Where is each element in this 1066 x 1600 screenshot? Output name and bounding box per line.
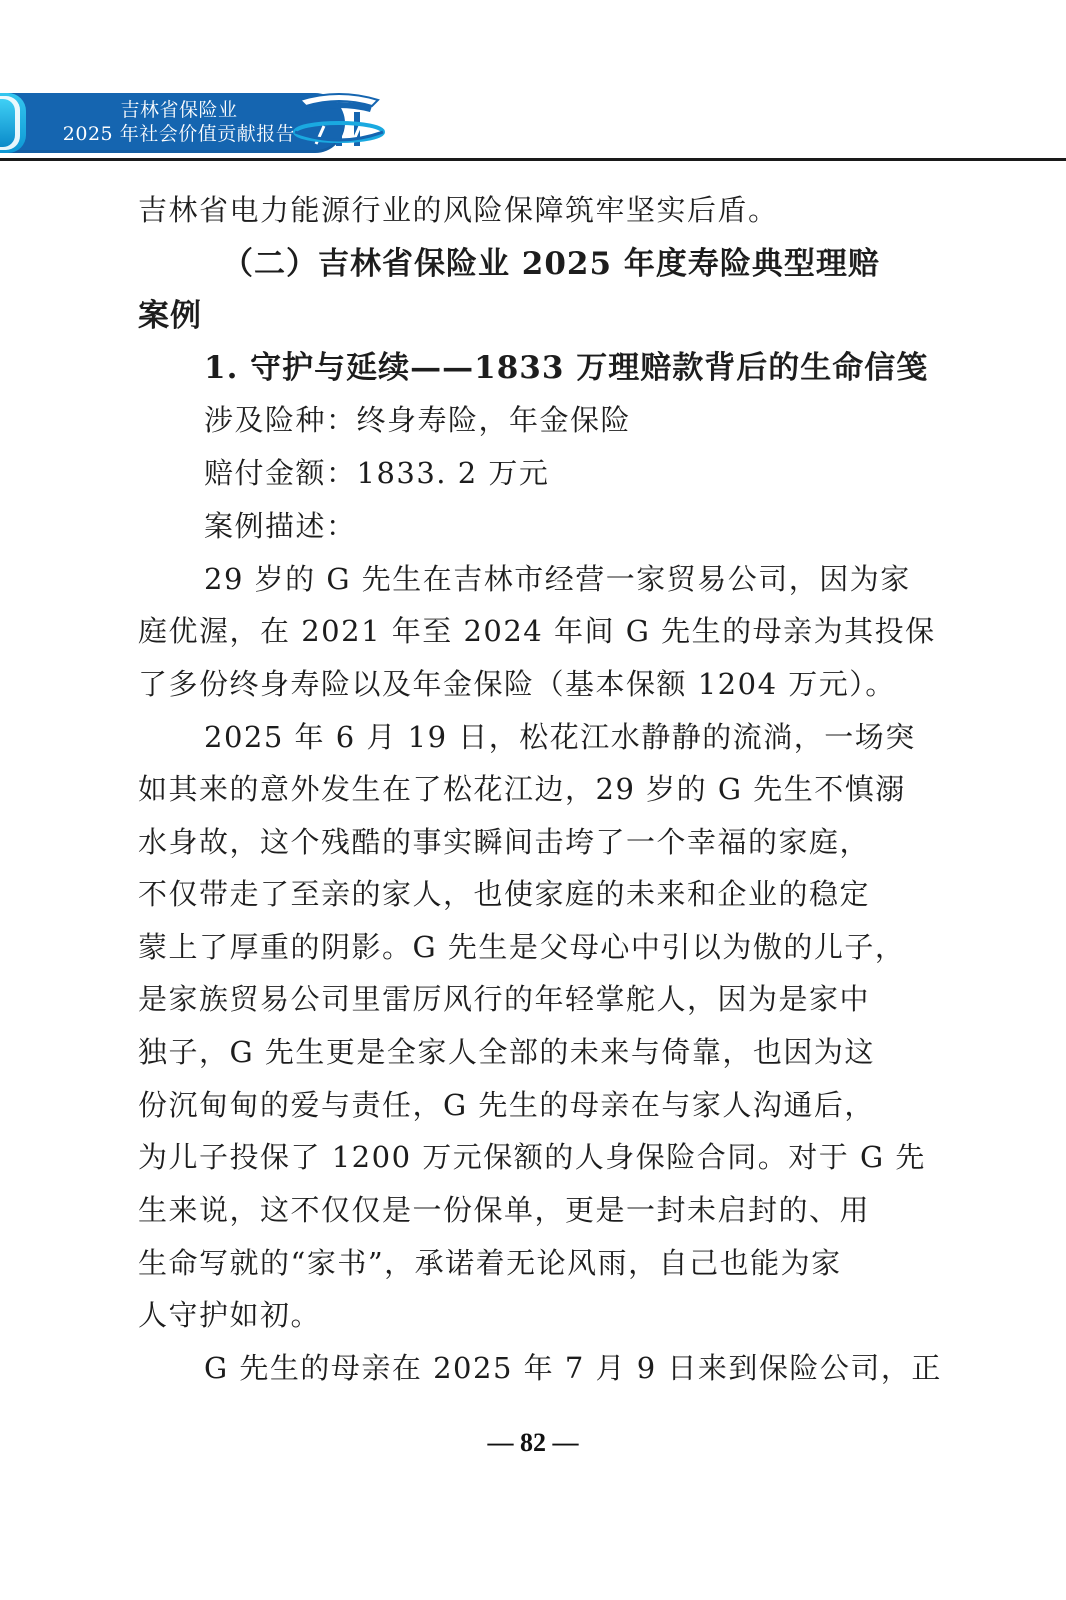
body-line: 2025 年 6 月 19 日，松花江水静静的流淌，一场突 xyxy=(204,720,916,754)
body-line: 生命写就的“家书”，承诺着无论风雨，自己也能为家 xyxy=(138,1246,842,1280)
body-line: 是家族贸易公司里雷厉风行的年轻掌舵人，因为是家中 xyxy=(138,982,871,1016)
body-line: 独子，G 先生更是全家人全部的未来与倚靠，也因为这 xyxy=(138,1035,875,1069)
page-number: — 82 — xyxy=(487,1428,579,1457)
report-year-title: 2025 年社会价值贡献报告 xyxy=(62,123,296,145)
body-line: 29 岁的 G 先生在吉林市经营一家贸易公司，因为家 xyxy=(204,562,911,596)
payout-amount: 赔付金额：1833. 2 万元 xyxy=(204,456,550,490)
body-line: 庭优渥，在 2021 年至 2024 年间 G 先生的母亲为其投保 xyxy=(138,614,936,648)
section-heading: （二）吉林省保险业 2025 年度寿险典型理赔 xyxy=(222,246,880,282)
body-line: G 先生的母亲在 2025 年 7 月 9 日来到保险公司，正 xyxy=(204,1351,942,1385)
body-line: 蒙上了厚重的阴影。G 先生是父母心中引以为傲的儿子， xyxy=(138,930,906,964)
body-line: 如其来的意外发生在了松花江边，29 岁的 G 先生不慎溺 xyxy=(138,772,906,806)
header-banner-tab-core xyxy=(0,99,15,147)
insurance-types: 涉及险种：终身寿险，年金保险 xyxy=(204,403,632,437)
body-line: 水身故，这个残酷的事实瞬间击垮了一个幸福的家庭， xyxy=(138,825,871,859)
case-description-label: 案例描述： xyxy=(204,509,357,543)
body-line: 份沉甸甸的爱与责任，G 先生的母亲在与家人沟通后， xyxy=(138,1088,875,1122)
case-title: 1. 守护与延续——1833 万理赔款背后的生命信笺 xyxy=(204,350,929,386)
body-line: 为儿子投保了 1200 万元保额的人身保险合同。对于 G 先 xyxy=(138,1140,926,1174)
section-heading-continued: 案例 xyxy=(138,298,202,334)
body-line: 了多份终身寿险以及年金保险（基本保额 1204 万元）。 xyxy=(138,667,896,701)
header-divider xyxy=(0,158,1066,161)
pavilion-logo-icon xyxy=(292,86,386,160)
body-line: 生来说，这不仅仅是一份保单，更是一封未启封的、用 xyxy=(138,1193,871,1227)
body-line: 人守护如初。 xyxy=(138,1298,322,1332)
body-line: 不仅带走了至亲的家人，也使家庭的未来和企业的稳定 xyxy=(138,877,871,911)
report-org-title: 吉林省保险业 xyxy=(120,99,238,121)
body-line: 吉林省电力能源行业的风险保障筑牢坚实后盾。 xyxy=(138,193,779,227)
